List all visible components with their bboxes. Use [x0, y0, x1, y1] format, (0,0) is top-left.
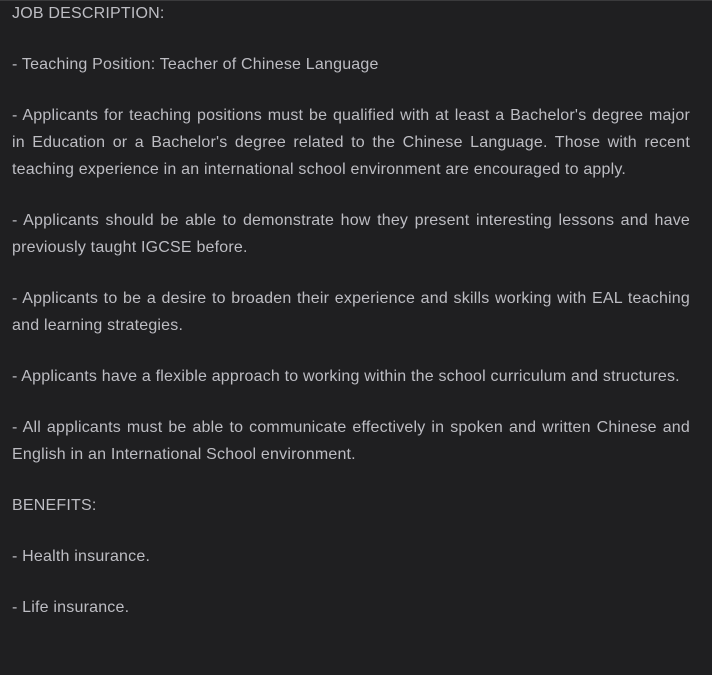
benefits-item-life: - Life insurance.: [12, 599, 130, 616]
job-description-item-eal: - Applicants to be a desire to broaden their experience and skills working with EAL teaching and learning strategies.: [12, 290, 690, 334]
job-description-item-lessons: - Applicants should be able to demonstrate how they present interesting lessons and have previously taught IGCSE before.: [12, 212, 690, 256]
job-description-item-curriculum: - Applicants have a flexible approach to working within the school curriculum and structures.: [12, 368, 680, 385]
job-description-item-qualifications: - Applicants for teaching positions must be qualified with at least a Bachelor's degree major in Education or a Bachelor's degree related to the Chinese Language. Those with recent teaching experience in an international school environment are encouraged to apply.: [12, 107, 690, 178]
benefits-item-health: - Health insurance.: [12, 548, 151, 565]
benefits-heading: BENEFITS:: [12, 497, 97, 514]
job-description-heading: JOB DESCRIPTION:: [12, 5, 165, 22]
job-description-item-position: - Teaching Position: Teacher of Chinese Language: [12, 56, 379, 73]
job-description-item-communication: - All applicants must be able to communicate effectively in spoken and written Chinese and English in an International School environment.: [12, 419, 690, 463]
